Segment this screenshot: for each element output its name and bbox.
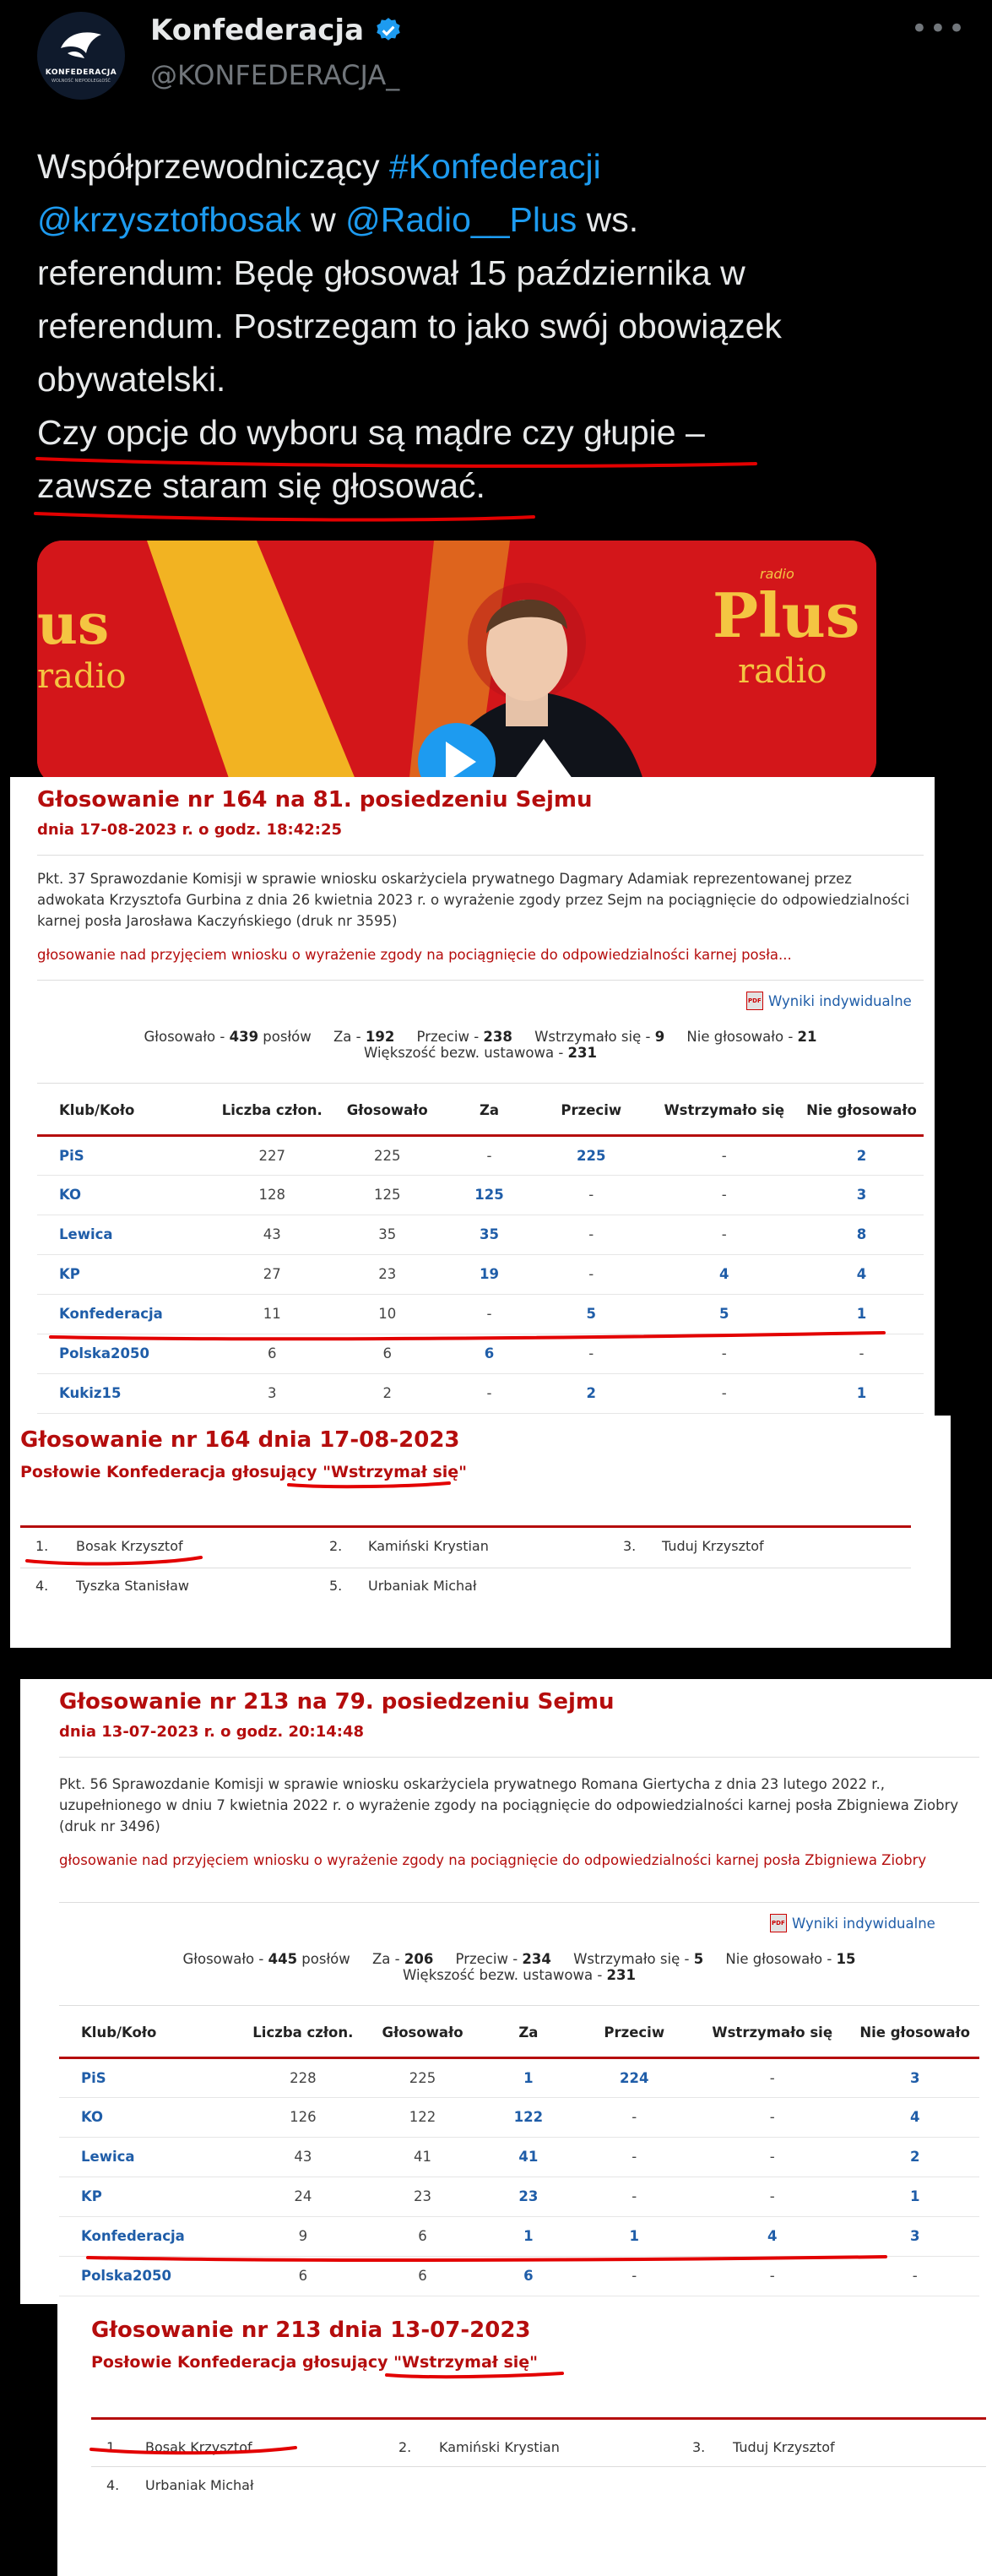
table-cell: 19 — [445, 1254, 534, 1294]
red-underlines-abstain-213 — [57, 2304, 992, 2576]
table-cell: 3 — [214, 1373, 330, 1413]
club-name-link[interactable]: KP — [59, 2177, 243, 2216]
table-cell: - — [534, 1215, 649, 1254]
summary-value: 5 — [693, 1951, 704, 1967]
club-name-link[interactable]: Polska2050 — [59, 2256, 243, 2296]
summary-value: 231 — [567, 1045, 597, 1061]
table-cell: 6 — [214, 1334, 330, 1373]
summary-label: posłów — [297, 1951, 350, 1967]
club-name-link[interactable]: KP — [37, 1254, 214, 1294]
abstain-subtitle-quote: "Wstrzymał się" — [393, 2353, 539, 2372]
tweet-text-line: zawsze staram się głosować. — [37, 466, 485, 505]
table-cell: - — [649, 1175, 800, 1215]
table-cell: 43 — [214, 1215, 330, 1254]
abstain-number: 3. — [623, 1538, 637, 1554]
table-cell: - — [445, 1373, 534, 1413]
column-header: Wstrzymało się — [649, 1086, 800, 1135]
table-cell: 2 — [330, 1373, 446, 1413]
table-cell: 125 — [445, 1175, 534, 1215]
video-logo-top: radio — [760, 566, 794, 582]
table-cell: 10 — [330, 1294, 446, 1334]
summary-label: Głosowało - — [144, 1029, 230, 1045]
table-cell: - — [694, 2097, 850, 2137]
tweet-text-line: Czy opcje do wyboru są mądre czy głupie – — [37, 413, 705, 452]
table-cell: 125 — [330, 1175, 446, 1215]
table-cell: - — [574, 2177, 694, 2216]
abstain-title: Głosowanie nr 213 dnia 13-07-2023 — [91, 2318, 531, 2343]
table-cell: - — [850, 2256, 979, 2296]
table-cell: - — [649, 1373, 800, 1413]
abstain-name: Tyszka Stanisław — [76, 1578, 189, 1594]
table-cell: - — [694, 2137, 850, 2177]
table-cell: - — [649, 1334, 800, 1373]
table-cell: 225 — [363, 2057, 483, 2097]
table-cell: - — [694, 2177, 850, 2216]
table-cell: - — [649, 1135, 800, 1175]
summary-value: 231 — [606, 1967, 636, 1983]
table-cell: 4 — [694, 2216, 850, 2256]
column-header: Przeciw — [534, 1086, 649, 1135]
avatar-logo-subtext: WOLNOŚĆ NIEPODLEGŁOŚĆ — [51, 79, 111, 84]
table-cell: 1 — [800, 1373, 924, 1413]
abstain-panel-213 — [57, 2304, 992, 2576]
column-header: Liczba człon. — [214, 1086, 330, 1135]
table-cell: 2 — [800, 1135, 924, 1175]
tweet-text-part: ws. — [577, 200, 639, 239]
table-cell: 6 — [363, 2216, 483, 2256]
vote-subject: głosowanie nad przyjęciem wniosku o wyrażenie zgody na pociągnięcie do odpowiedzialności karnej posła Zbigniewa Ziobry — [59, 1852, 927, 1868]
column-header: Liczba człon. — [243, 2008, 363, 2057]
table-cell: 3 — [850, 2216, 979, 2256]
table-cell: 2 — [850, 2137, 979, 2177]
red-underline-konfederacja — [10, 777, 935, 1419]
club-name-link[interactable]: KO — [59, 2097, 243, 2137]
summary-value: 445 — [268, 1951, 298, 1967]
table-cell: 126 — [243, 2097, 363, 2137]
table-cell: - — [694, 2256, 850, 2296]
summary-value: 238 — [483, 1029, 512, 1045]
table-cell: 23 — [482, 2177, 574, 2216]
summary-label: Głosowało - — [182, 1951, 268, 1967]
vote-panel-164 — [10, 777, 935, 1419]
summary-value: 21 — [797, 1029, 817, 1045]
club-name-link[interactable]: PiS — [37, 1135, 214, 1175]
tweet-text-line: referendum: Będę głosował 15 października w — [37, 253, 745, 292]
club-name-link[interactable]: Lewica — [59, 2137, 243, 2177]
abstain-number: 1. — [35, 1538, 49, 1554]
column-header: Nie głosowało — [800, 1086, 924, 1135]
column-header: Za — [482, 2008, 574, 2057]
table-cell: - — [574, 2137, 694, 2177]
abstain-name: Tuduj Krzysztof — [662, 1538, 764, 1554]
abstain-name: Bosak Krzysztof — [76, 1538, 183, 1554]
video-thumbnail[interactable] — [37, 541, 876, 785]
abstain-number: 3. — [692, 2439, 706, 2455]
club-name-link[interactable]: KO — [37, 1175, 214, 1215]
video-left-logo: us — [37, 591, 110, 657]
table-cell: 4 — [800, 1254, 924, 1294]
club-name-link[interactable]: PiS — [59, 2057, 243, 2097]
tweet-red-underlines — [0, 0, 992, 541]
summary-label: Przeciw - — [416, 1029, 484, 1045]
table-cell: 23 — [330, 1254, 446, 1294]
table-cell: - — [445, 1135, 534, 1175]
tweet-text-part: Współprzewodniczący — [37, 147, 389, 186]
summary-label: Za - — [333, 1029, 366, 1045]
abstain-name: Urbaniak Michał — [368, 1578, 477, 1594]
abstain-number: 2. — [398, 2439, 412, 2455]
table-cell: 228 — [243, 2057, 363, 2097]
video-left-logo-sub: radio — [37, 657, 127, 696]
summary-label: Większość bezw. ustawowa - — [403, 1967, 607, 1983]
red-underline-konfederacja — [20, 1679, 992, 2304]
mention-link-bosak[interactable]: @krzysztofbosak — [37, 200, 301, 239]
club-name-link[interactable]: Kukiz15 — [37, 1373, 214, 1413]
summary-value: 206 — [404, 1951, 434, 1967]
club-name-link[interactable]: Konfederacja — [59, 2216, 243, 2256]
abstain-number: 1. — [106, 2439, 120, 2455]
table-cell: 27 — [214, 1254, 330, 1294]
abstain-subtitle-text: Posłowie Konfederacja głosujący — [20, 1463, 323, 1481]
vote-description: Pkt. 37 Sprawozdanie Komisji w sprawie wniosku oskarżyciela prywatnego Dagmary Adamiak reprezentowanej przez adwokata Krzysztofa Gurbina z dnia 26 kwietnia 2023 r. o wyrażenie zgody przez Sejm na pociągnięcie do odpowiedzialności karnej posła Jarosława Kaczyńskiego (druk nr 3595) — [37, 871, 910, 929]
tweet-text-line: obywatelski. — [37, 360, 226, 399]
abstain-name: Kamiński Krystian — [439, 2439, 560, 2455]
abstain-number: 5. — [329, 1578, 343, 1594]
table-cell: 227 — [214, 1135, 330, 1175]
table-cell: 4 — [649, 1254, 800, 1294]
table-cell: 122 — [482, 2097, 574, 2137]
individual-results-label[interactable]: Wyniki indywidualne — [768, 992, 912, 1009]
summary-value: 9 — [654, 1029, 665, 1045]
table-cell: - — [694, 2057, 850, 2097]
mention-link-radio-plus[interactable]: @Radio__Plus — [345, 200, 577, 239]
account-name[interactable]: Konfederacja — [150, 14, 365, 47]
table-cell: 43 — [243, 2137, 363, 2177]
table-cell: 225 — [330, 1135, 446, 1175]
column-header: Głosowało — [330, 1086, 446, 1135]
table-cell: - — [534, 1254, 649, 1294]
summary-value: 192 — [365, 1029, 395, 1045]
table-cell: 2 — [534, 1373, 649, 1413]
abstain-panel-164 — [10, 1416, 951, 1648]
table-cell: 6 — [243, 2256, 363, 2296]
table-cell: 41 — [363, 2137, 483, 2177]
more-options-icon[interactable]: ••• — [910, 12, 967, 46]
table-cell: 3 — [850, 2057, 979, 2097]
club-name-link[interactable]: Konfederacja — [37, 1294, 214, 1334]
vote-subject: głosowanie nad przyjęciem wniosku o wyrażenie zgody na pociągnięcie do odpowiedzialności karnej posła... — [37, 947, 792, 963]
vote-description: Pkt. 56 Sprawozdanie Komisji w sprawie wniosku oskarżyciela prywatnego Romana Giertycha z dnia 23 lutego 2022 r., uzupełnionego w dniu 7 kwietnia 2022 r. o wyrażenie zgody na pociągnięcie do odpowiedzialności karnej posła Zbigniewa Ziobry (druk nr 3496) — [59, 1776, 959, 1834]
table-cell: 9 — [243, 2216, 363, 2256]
table-cell: 4 — [850, 2097, 979, 2137]
vote-panel-213 — [20, 1679, 992, 2304]
hashtag-link[interactable]: #Konfederacji — [389, 147, 601, 186]
column-header: Wstrzymało się — [694, 2008, 850, 2057]
table-cell: - — [534, 1175, 649, 1215]
summary-value: 439 — [229, 1029, 259, 1045]
table-cell: 6 — [482, 2256, 574, 2296]
column-header: Klub/Koło — [37, 1086, 214, 1135]
summary-label: Za - — [372, 1951, 404, 1967]
column-header: Za — [445, 1086, 534, 1135]
summary-label: Wstrzymało się - — [573, 1951, 694, 1967]
table-cell: - — [800, 1334, 924, 1373]
table-cell: 6 — [330, 1334, 446, 1373]
abstain-name: Tuduj Krzysztof — [733, 2439, 835, 2455]
column-header: Klub/Koło — [59, 2008, 243, 2057]
club-name-link[interactable]: Lewica — [37, 1215, 214, 1254]
table-cell: 35 — [445, 1215, 534, 1254]
table-cell: 1 — [800, 1294, 924, 1334]
table-cell: 5 — [649, 1294, 800, 1334]
table-cell: - — [574, 2097, 694, 2137]
abstain-subtitle-text: Posłowie Konfederacja głosujący — [91, 2353, 394, 2372]
table-cell: - — [574, 2256, 694, 2296]
club-name-link[interactable]: Polska2050 — [37, 1334, 214, 1373]
table-cell: 225 — [534, 1135, 649, 1175]
abstain-name: Kamiński Krystian — [368, 1538, 489, 1554]
abstain-subtitle-quote: "Wstrzymał się" — [323, 1463, 468, 1481]
abstain-number: 4. — [106, 2477, 120, 2493]
abstain-name: Urbaniak Michał — [145, 2477, 254, 2493]
summary-label: Większość bezw. ustawowa - — [364, 1045, 568, 1061]
table-cell: 11 — [214, 1294, 330, 1334]
table-cell: 35 — [330, 1215, 446, 1254]
abstain-number: 4. — [35, 1578, 49, 1594]
column-header: Przeciw — [574, 2008, 694, 2057]
vote-title: Głosowanie nr 213 na 79. posiedzeniu Sejmu — [59, 1689, 615, 1715]
video-logo: Plus — [713, 579, 860, 651]
summary-value: 15 — [836, 1951, 856, 1967]
vote-title: Głosowanie nr 164 na 81. posiedzeniu Sejmu — [37, 787, 593, 812]
abstain-title: Głosowanie nr 164 dnia 17-08-2023 — [20, 1427, 460, 1453]
account-handle[interactable]: @KONFEDERACJA_ — [150, 59, 400, 91]
table-cell: 23 — [363, 2177, 483, 2216]
table-cell: 1 — [482, 2057, 574, 2097]
table-cell: 5 — [534, 1294, 649, 1334]
table-cell: 6 — [363, 2256, 483, 2296]
table-cell: - — [649, 1215, 800, 1254]
video-logo-sub: radio — [738, 652, 827, 691]
table-cell: 8 — [800, 1215, 924, 1254]
table-cell: 128 — [214, 1175, 330, 1215]
table-cell: 41 — [482, 2137, 574, 2177]
summary-label: posłów — [258, 1029, 312, 1045]
abstain-name: Bosak Krzysztof — [145, 2439, 252, 2455]
table-cell: 1 — [574, 2216, 694, 2256]
red-underlines-abstain-164 — [10, 1416, 951, 1648]
table-cell: 24 — [243, 2177, 363, 2216]
column-header: Nie głosowało — [850, 2008, 979, 2057]
table-cell: 1 — [850, 2177, 979, 2216]
vote-date: dnia 17-08-2023 r. o godz. 18:42:25 — [37, 821, 342, 839]
summary-label: Wstrzymało się - — [534, 1029, 655, 1045]
abstain-number: 2. — [329, 1538, 343, 1554]
tweet-text-line: referendum. Postrzegam to jako swój obowiązek — [37, 307, 782, 345]
summary-label: Nie głosowało - — [725, 1951, 837, 1967]
summary-label: Nie głosowało - — [686, 1029, 798, 1045]
table-cell: 224 — [574, 2057, 694, 2097]
table-cell: 122 — [363, 2097, 483, 2137]
table-cell: 3 — [800, 1175, 924, 1215]
table-cell: - — [445, 1294, 534, 1334]
individual-results-label[interactable]: Wyniki indywidualne — [792, 1915, 935, 1932]
tweet-text-part: w — [301, 200, 346, 239]
avatar-logo-text: KONFEDERACJA — [45, 68, 117, 77]
table-cell: 1 — [482, 2216, 574, 2256]
column-header: Głosowało — [363, 2008, 483, 2057]
table-cell: - — [534, 1334, 649, 1373]
summary-value: 234 — [522, 1951, 551, 1967]
table-cell: 6 — [445, 1334, 534, 1373]
summary-label: Przeciw - — [455, 1951, 523, 1967]
vote-date: dnia 13-07-2023 r. o godz. 20:14:48 — [59, 1723, 364, 1741]
